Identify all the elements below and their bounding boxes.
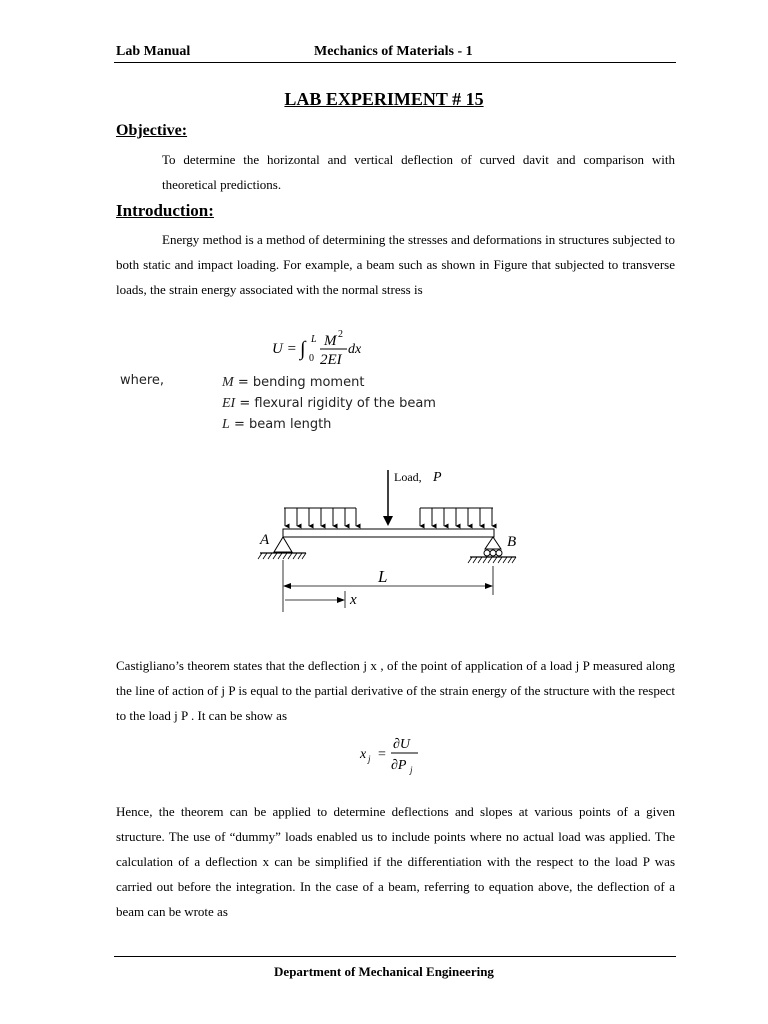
definition-text: = bending moment bbox=[237, 375, 365, 390]
eq1-numerator: M bbox=[324, 333, 337, 349]
eq2-lhs-subscript: j bbox=[368, 754, 371, 764]
load-label: Load, bbox=[394, 470, 422, 484]
eq1-upper-limit: L bbox=[311, 334, 317, 345]
support-a-label: A bbox=[260, 532, 270, 548]
eq1-exponent: 2 bbox=[338, 329, 343, 340]
objective-text: To determine the horizontal and vertical deflection of curved davit and comparison with theoretical predictions. bbox=[162, 152, 675, 192]
eq2-denominator: ∂P bbox=[391, 758, 407, 773]
length-dimension bbox=[283, 560, 493, 612]
strain-energy-equation bbox=[270, 328, 380, 370]
position-dimension bbox=[285, 591, 345, 608]
header-divider bbox=[114, 62, 676, 63]
load-arrowhead bbox=[383, 516, 393, 526]
definition-row bbox=[222, 372, 436, 393]
definition-text: = beam length bbox=[233, 417, 332, 432]
page-title: LAB EXPERIMENT # 15 bbox=[284, 89, 484, 109]
footer-divider bbox=[114, 956, 676, 957]
definition-symbol: EI bbox=[222, 396, 236, 411]
objective-heading: Objective: bbox=[116, 122, 188, 139]
eq2-numerator: ∂U bbox=[393, 737, 411, 752]
definition-row bbox=[222, 414, 436, 435]
position-label: x bbox=[350, 592, 357, 608]
eq1-differential: dx bbox=[348, 342, 362, 357]
introduction-heading: Introduction: bbox=[116, 201, 214, 220]
eq2-equals: = bbox=[378, 747, 386, 762]
footer-department: Department of Mechanical Engineering bbox=[274, 964, 494, 979]
eq1-denominator: 2EI bbox=[320, 352, 342, 368]
definition-symbol: M bbox=[222, 375, 234, 390]
definition-text: = flexural rigidity of the beam bbox=[239, 396, 436, 411]
intro-paragraph-1: Energy method is a method of determining the stresses and deformations in structures subjected to both static and impact loading. For example, a beam such as shown in Figure that subjected to transverse loads, the strain energy associated with the normal stress is bbox=[116, 232, 675, 297]
symbol-definitions bbox=[222, 372, 436, 435]
load-symbol: P bbox=[433, 470, 442, 485]
where-label: where, bbox=[120, 373, 165, 388]
beam-figure bbox=[250, 460, 530, 620]
left-distributed-load-arrows bbox=[285, 508, 356, 526]
eq2-denominator-subscript: j bbox=[410, 765, 413, 775]
beam bbox=[283, 529, 494, 537]
eq2-lhs: x bbox=[360, 747, 367, 762]
intro-paragraph-2: Castigliano’s theorem states that the deflection j x , of the point of application of a load j P measured along the line of action of j P is equal to the partial derivative of the strain energy of the structure with the respect to the load j P . It can be show as bbox=[116, 658, 675, 723]
intro-paragraph-3: Hence, the theorem can be applied to determine deflections and slopes at various points of a given structure. The use of “dummy” loads enabled us to include points where no actual load was applied. The calculation of a deflection x can be simplified if the differentiation with the respect to the load P was carried out before the integration. In the case of a beam, referring to equation above, the deflection of a beam can be wrote as bbox=[116, 804, 675, 919]
castigliano-equation bbox=[356, 732, 436, 778]
eq1-integral-sign: ∫ bbox=[300, 338, 306, 360]
eq1-lhs: U = bbox=[272, 341, 297, 357]
right-distributed-load-arrows bbox=[420, 508, 492, 526]
length-label: L bbox=[378, 567, 388, 586]
header-lab-manual: Lab Manual bbox=[116, 44, 191, 59]
definition-symbol: L bbox=[222, 417, 230, 432]
eq1-lower-limit: 0 bbox=[309, 353, 314, 364]
definition-row bbox=[222, 393, 436, 414]
support-b-label: B bbox=[507, 534, 517, 550]
header-course-title: Mechanics of Materials - 1 bbox=[314, 44, 473, 59]
